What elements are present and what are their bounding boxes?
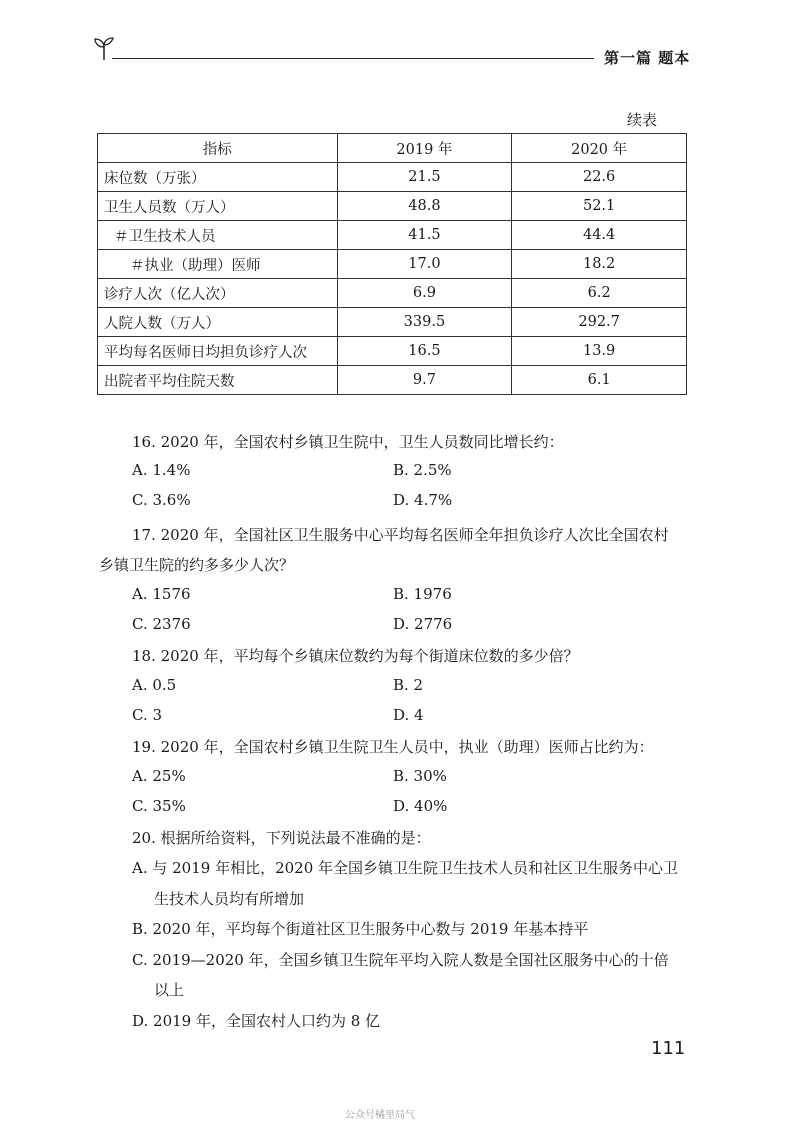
- column-header-2019: 2019 年: [337, 134, 512, 163]
- question-20-option-c-line1: C. 2019—2020 年，全国乡镇卫生院年平均入院人数是全国社区服务中心的十倍: [132, 951, 669, 969]
- statistics-table: [97, 133, 687, 395]
- header-rule: [112, 58, 590, 59]
- question-20-stem: 20. 根据所给资料，下列说法最不准确的是：: [132, 829, 431, 847]
- value-2020: 22.6: [512, 163, 687, 192]
- section-title: 第一篇 题本: [604, 49, 691, 67]
- page-number: 111: [651, 1038, 686, 1059]
- value-2019: 17.0: [337, 250, 512, 279]
- column-header-indicator: 指标: [98, 134, 338, 163]
- question-17-option-c: C. 2376: [132, 615, 191, 633]
- table-row: [98, 279, 687, 308]
- value-2019: 9.7: [337, 366, 512, 395]
- question-19-option-a: A. 25%: [132, 767, 186, 785]
- question-17-stem-line2: 乡镇卫生院的约多多少人次？: [99, 556, 295, 574]
- value-2020: 13.9: [512, 337, 687, 366]
- value-2019: 339.5: [337, 308, 512, 337]
- question-16-option-b: B. 2.5%: [393, 461, 452, 479]
- row-label: 卫生人员数（万人）: [98, 192, 338, 221]
- question-18-stem: 18. 2020 年，平均每个乡镇床位数约为每个街道床位数的多少倍？: [132, 647, 579, 665]
- question-20-option-a-line1: A. 与 2019 年相比，2020 年全国乡镇卫生院卫生技术人员和社区卫生服务中心卫: [132, 859, 679, 877]
- table-row: [98, 337, 687, 366]
- row-label: 出院者平均住院天数: [98, 366, 338, 395]
- value-2020: 44.4: [512, 221, 687, 250]
- value-2019: 21.5: [337, 163, 512, 192]
- value-2019: 16.5: [337, 337, 512, 366]
- question-20-option-d: D. 2019 年，全国农村人口约为 8 亿: [132, 1012, 381, 1030]
- question-16-option-a: A. 1.4%: [132, 461, 191, 479]
- question-20-option-b: B. 2020 年，平均每个街道社区卫生服务中心数与 2019 年基本持平: [132, 920, 589, 938]
- value-2019: 41.5: [337, 221, 512, 250]
- question-17-stem-line1: 17. 2020 年，全国社区卫生服务中心平均每名医师全年担负诊疗人次比全国农村: [132, 526, 669, 544]
- question-16-option-c: C. 3.6%: [132, 491, 191, 509]
- table-row: [98, 366, 687, 395]
- row-label: ＃执业（助理）医师: [98, 250, 338, 279]
- question-19-option-b: B. 30%: [393, 767, 447, 785]
- value-2020: 292.7: [512, 308, 687, 337]
- table-row: [98, 250, 687, 279]
- question-19-option-c: C. 35%: [132, 797, 186, 815]
- question-18-option-a: A. 0.5: [132, 676, 177, 694]
- question-17-option-b: B. 1976: [393, 585, 452, 603]
- question-19-stem: 19. 2020 年，全国农村乡镇卫生院卫生人员中，执业（助理）医师占比约为：: [132, 738, 654, 756]
- watermark: 公众号橘里局气: [345, 1110, 415, 1121]
- table-row: [98, 221, 687, 250]
- row-label: 诊疗人次（亿人次）: [98, 279, 338, 308]
- question-20-option-a-line2: 生技术人员均有所增加: [154, 890, 305, 908]
- table-row: [98, 308, 687, 337]
- question-17-option-d: D. 2776: [393, 615, 453, 633]
- value-2019: 6.9: [337, 279, 512, 308]
- question-17-option-a: A. 1576: [132, 585, 191, 603]
- value-2020: 52.1: [512, 192, 687, 221]
- question-19-option-d: D. 40%: [393, 797, 448, 815]
- value-2020: 6.1: [512, 366, 687, 395]
- table-row: [98, 192, 687, 221]
- row-label: 人院人数（万人）: [98, 308, 338, 337]
- question-20-option-c-line2: 以上: [154, 981, 185, 999]
- row-label: 平均每名医师日均担负诊疗人次: [98, 337, 338, 366]
- continued-label: 续表: [627, 111, 658, 129]
- value-2020: 6.2: [512, 279, 687, 308]
- row-label: 床位数（万张）: [98, 163, 338, 192]
- question-16-stem: 16. 2020 年，全国农村乡镇卫生院中，卫生人员数同比增长约：: [132, 433, 564, 451]
- question-18-option-d: D. 4: [393, 706, 424, 724]
- value-2019: 48.8: [337, 192, 512, 221]
- column-header-2020: 2020 年: [512, 134, 687, 163]
- header-rule-end: [586, 58, 594, 59]
- question-18-option-c: C. 3: [132, 706, 163, 724]
- question-16-option-d: D. 4.7%: [393, 491, 453, 509]
- row-label: ＃卫生技术人员: [98, 221, 338, 250]
- value-2020: 18.2: [512, 250, 687, 279]
- question-18-option-b: B. 2: [393, 676, 424, 694]
- table-row: [98, 163, 687, 192]
- table-header-row: [98, 134, 687, 163]
